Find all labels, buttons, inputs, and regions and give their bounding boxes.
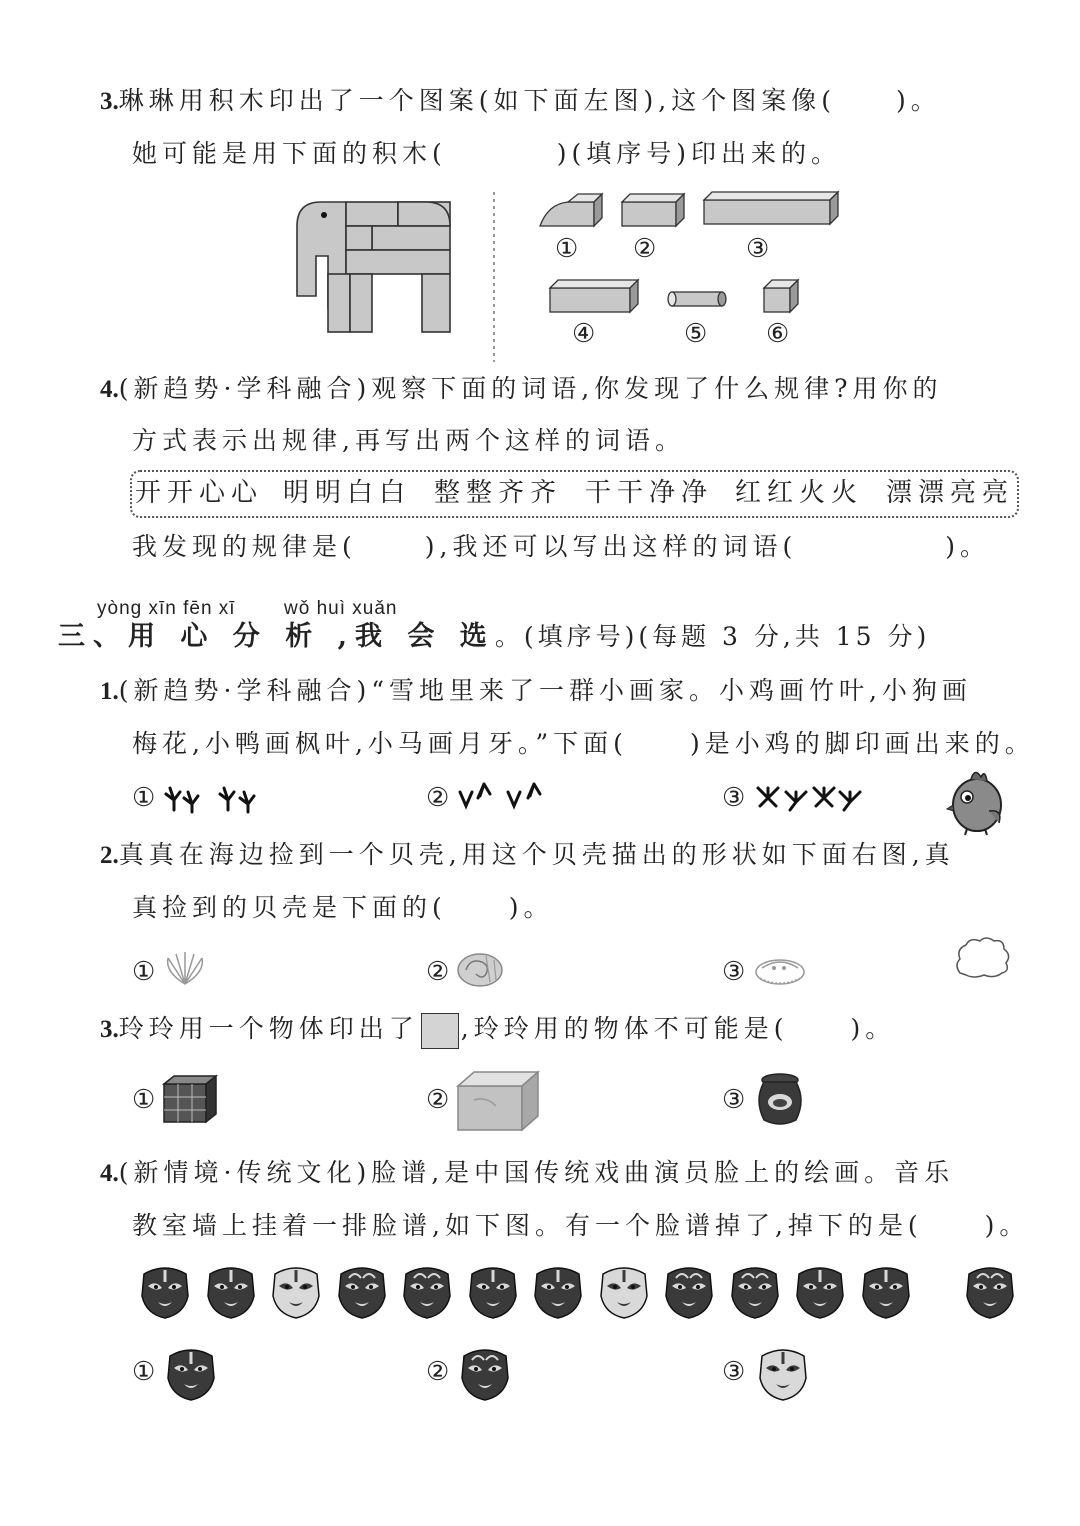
s2-q3-line2: 她可能是用下面的积木( )(填序号)印出来的。 [132,139,842,168]
block-label-4: ④ [572,319,596,349]
footprints-option-3-icon [752,782,862,812]
block-label-3: ③ [746,234,770,264]
chick-icon [945,765,1009,837]
block-label-1: ① [555,234,579,264]
opera-mask-icon [859,1264,913,1320]
s3-q1-line1: 1.(新趋势·学科融合)“雪地里来了一群小画家。小鸡画竹叶,小狗画 [100,676,972,705]
s3-q1-line2: 梅花,小鸭画枫叶,小马画月牙。”下面( )是小鸡的脚印画出来的。 [132,729,1035,758]
opera-mask-icon [466,1264,520,1320]
block-label-2: ② [633,234,657,264]
option-label[interactable]: ③ [722,1357,746,1387]
opera-mask-icon [597,1264,651,1320]
option-label[interactable]: ② [426,957,450,987]
s2-q4-line3: 我发现的规律是( ),我还可以写出这样的词语( )。 [132,532,990,561]
block-4-cuboid [548,276,643,316]
opera-mask-icon [269,1264,323,1320]
block-6-cube [762,276,807,316]
option-label[interactable]: ② [426,1357,450,1387]
block-label-6: ⑥ [766,319,790,349]
question-number: 2. [100,842,119,869]
opera-mask-option-3-icon [756,1346,810,1402]
question-number: 3. [100,88,119,115]
word-item: 明明白白 [283,478,412,508]
option-label[interactable]: ① [132,1085,156,1115]
opera-mask-option-1-icon [164,1346,218,1402]
block-3-long-cuboid [702,188,842,228]
opera-mask-icon [793,1264,847,1320]
option-label[interactable]: ② [426,1085,450,1115]
s3-q3-line1: 3.玲玲用一个物体印出了 ,玲玲用的物体不可能是( )。 [100,1012,895,1049]
option-label[interactable]: ③ [722,783,746,813]
section-pinyin-b: wǒ huì xuǎn [284,598,398,619]
square-print-figure [421,1013,459,1049]
option-label[interactable]: ③ [722,957,746,987]
option-label[interactable]: ① [132,783,156,813]
word-item: 开开心心 [135,478,264,508]
rubik-cube-icon [162,1074,218,1124]
section-title: 三、用 心 分 析 ,我 会 选。(填序号)(每题 3 分,共 15 分) [58,621,931,652]
opera-mask-icon [204,1264,258,1320]
block-label-5: ⑤ [684,319,708,349]
s2-q4-line1: 4.(新趋势·学科融合)观察下面的词语,你发现了什么规律?用你的 [100,374,943,403]
footprints-option-2-icon [456,782,556,812]
opera-mask-icon [138,1264,192,1320]
spiral-shell-icon [456,952,504,988]
section-pinyin-a: yòng xīn fēn xī [97,598,236,619]
option-label[interactable]: ① [132,1357,156,1387]
question-number: 4. [100,1160,119,1187]
round-shell-icon [752,954,808,988]
opera-mask-icon [728,1264,782,1320]
s3-q2-line2: 真捡到的贝壳是下面的( )。 [132,893,554,922]
word-item: 干干净净 [585,478,714,508]
opera-mask-icon [963,1264,1017,1320]
block-2-cuboid [620,190,690,230]
word-item: 漂漂亮亮 [886,478,1015,508]
opera-mask-option-2-icon [458,1346,512,1402]
shell-outline-figure [954,935,1012,981]
s2-q3-line1: 3.琳琳用积木印出了一个图案(如下面左图),这个图案像( )。 [100,86,941,115]
figure-divider [493,192,497,362]
s2-q4-line2: 方式表示出规律,再写出两个这样的词语。 [132,426,685,455]
elephant-pattern-figure [296,196,486,346]
s3-q4-line2: 教室墙上挂着一排脸谱,如下图。有一个脸谱掉了,掉下的是( )。 [132,1211,1030,1240]
question-number: 1. [100,678,119,705]
question-number: 3. [100,1016,119,1043]
block-5-cylinder [666,288,730,312]
word-item: 整整齐齐 [434,478,563,508]
footprints-option-1-icon [162,784,292,814]
option-label[interactable]: ③ [722,1085,746,1115]
opera-mask-icon [531,1264,585,1320]
word-item: 红红火火 [735,478,864,508]
jar-icon [752,1072,808,1128]
opera-mask-icon [662,1264,716,1320]
scallop-shell-icon [162,950,208,986]
opera-mask-icon [335,1264,389,1320]
s3-q4-line1: 4.(新情境·传统文化)脸谱,是中国传统戏曲演员脸上的绘画。音乐 [100,1158,955,1187]
opera-mask-icon [400,1264,454,1320]
s3-q2-line1: 2.真真在海边捡到一个贝壳,用这个贝壳描出的形状如下面右图,真 [100,840,955,869]
option-label[interactable]: ② [426,783,450,813]
option-label[interactable]: ① [132,957,156,987]
question-number: 4. [100,376,119,403]
box-icon [456,1070,540,1132]
block-1-wedge [538,190,608,230]
